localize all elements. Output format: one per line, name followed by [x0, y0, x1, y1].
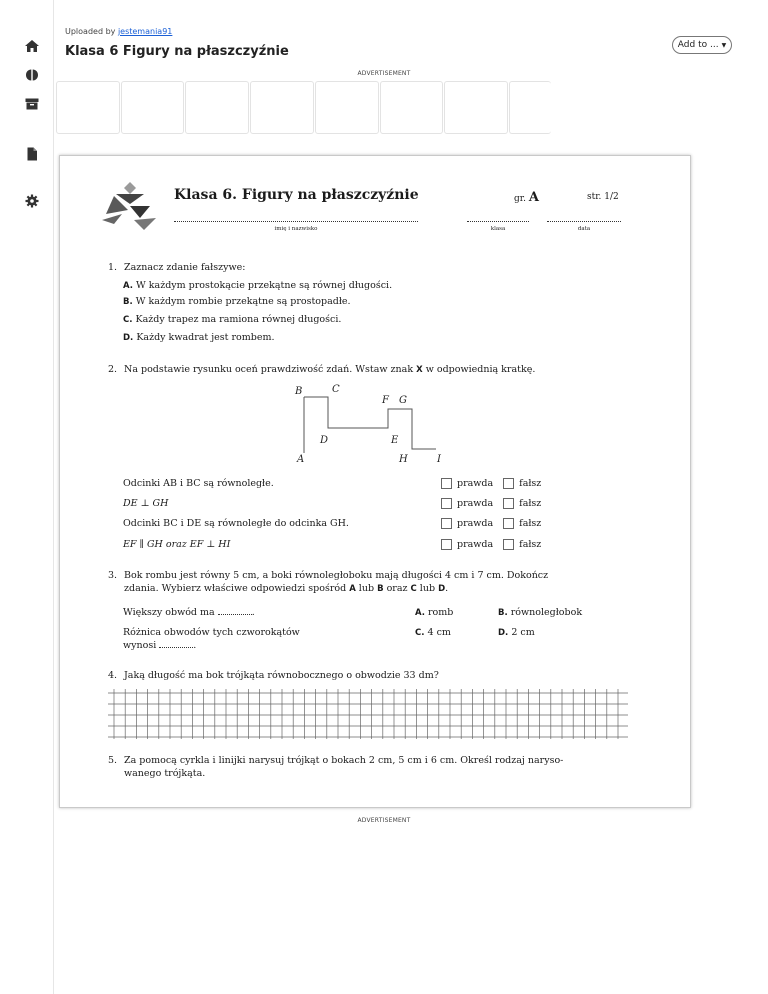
option-text: 4 cm	[427, 627, 451, 638]
q1-option-d	[123, 331, 275, 345]
question-text: Na podstawie rysunku oceń prawdziwość zdań. Wstaw znak	[124, 364, 417, 375]
point-label: G	[399, 395, 407, 406]
option-letter: D.	[498, 628, 509, 638]
left-sidebar	[0, 0, 54, 994]
q1-option-a	[123, 279, 392, 293]
true-checkbox[interactable]	[441, 478, 452, 489]
false-checkbox[interactable]	[503, 478, 514, 489]
option-letter: C.	[123, 315, 133, 325]
q3-option-c	[415, 626, 451, 640]
uploaded-by-label: Uploaded by	[65, 27, 118, 36]
true-label: prawda	[457, 478, 494, 489]
page-title: Klasa 6 Figury na płaszczyźnie	[65, 44, 289, 59]
ad-tile[interactable]	[56, 81, 120, 134]
advertisement-label-bottom: ADVERTISEMENT	[357, 817, 411, 824]
false-checkbox[interactable]	[503, 539, 514, 550]
broken-line-figure	[278, 381, 468, 463]
option-letter: B.	[123, 297, 133, 307]
option-letter: C.	[415, 628, 425, 638]
add-to-label: Add to ...	[677, 40, 719, 50]
q2-answer-4	[441, 539, 541, 550]
q1-option-c	[123, 313, 341, 327]
worksheet-logo	[100, 180, 158, 230]
worksheet-title: Klasa 6. Figury na płaszczyźnie	[174, 187, 419, 203]
sentence-text: Większy obwód ma	[123, 607, 215, 618]
ad-tile[interactable]	[121, 81, 185, 134]
option-text: W każdym rombie przekątne są prostopadłe.	[135, 296, 351, 307]
point-label: I	[437, 454, 441, 463]
option-text: Każdy trapez ma ramiona równej długości.	[135, 314, 342, 325]
document-icon[interactable]	[24, 146, 40, 162]
question-text: Jaką długość ma bok trójkąta równobocznego o obwodzie 33 dm?	[124, 670, 439, 681]
point-label: D	[320, 435, 329, 446]
ad-tile[interactable]	[250, 81, 314, 134]
question-1	[108, 261, 246, 274]
answer-blank[interactable]	[218, 606, 252, 615]
true-label: prawda	[457, 518, 494, 529]
advertisement-banner[interactable]	[56, 81, 552, 134]
sentence-text-line-2: wynosi	[123, 640, 157, 651]
q3-option-b	[498, 606, 582, 620]
group-letter: A	[528, 190, 539, 205]
class-field-line	[467, 216, 529, 222]
ad-tile[interactable]	[185, 81, 249, 134]
option-letter: D.	[123, 333, 134, 343]
ad-tile[interactable]	[380, 81, 444, 134]
question-number: 2.	[108, 364, 118, 375]
advertisement-label-top: ADVERTISEMENT	[357, 70, 411, 77]
q3-sentence-1: Większy obwód ma .	[123, 607, 255, 618]
false-label: fałsz	[519, 539, 542, 550]
uploader-link[interactable]: jestemania91	[117, 27, 173, 36]
true-checkbox[interactable]	[441, 518, 452, 529]
home-icon[interactable]	[24, 38, 40, 54]
option-text: romb	[428, 607, 454, 618]
question-text-line-1: Za pomocą cyrkla i linijki narysuj trójkąt o bokach 2 cm, 5 cm i 6 cm. Określ rodzaj naryso-	[124, 755, 564, 766]
add-to-button[interactable]	[672, 36, 732, 54]
question-mark-x: X	[416, 365, 423, 375]
option-letter: A.	[123, 281, 133, 291]
question-text-line-1: Bok rombu jest równy 5 cm, a boki równoległoboku mają długości 4 cm i 7 cm. Dokończ	[124, 570, 549, 581]
sentence-text-line-1: Różnica obwodów tych czworokątów	[123, 627, 300, 638]
uploaded-by	[65, 27, 172, 36]
false-label: fałsz	[519, 478, 542, 489]
worksheet-page-number: str. 1/2	[587, 192, 619, 202]
name-field-caption: imię i nazwisko	[274, 226, 318, 232]
worksheet-page	[59, 155, 691, 808]
question-text: Zaznacz zdanie fałszywe:	[124, 262, 246, 273]
q3-sentence-2: Różnica obwodów tych czworokątów wynosi .	[123, 627, 300, 651]
point-label: H	[399, 454, 408, 463]
question-number: 1.	[108, 262, 118, 273]
q1-option-b	[123, 295, 351, 309]
q2-answer-3	[441, 518, 541, 529]
question-number: 3.	[108, 570, 118, 581]
option-text: Każdy kwadrat jest rombem.	[136, 332, 275, 343]
point-label: E	[391, 435, 399, 446]
option-text: W każdym prostokącie przekątne są równej długości.	[136, 280, 393, 291]
name-field-line	[174, 216, 418, 222]
gear-icon[interactable]	[24, 193, 40, 209]
false-checkbox[interactable]	[503, 498, 514, 509]
question-4	[108, 669, 439, 682]
option-text: równoległobok	[510, 607, 583, 618]
true-checkbox[interactable]	[441, 498, 452, 509]
date-field-caption: data	[577, 226, 591, 232]
point-label: B	[295, 386, 303, 397]
false-label: fałsz	[519, 498, 542, 509]
date-field-line	[547, 216, 621, 222]
question-5	[108, 754, 634, 780]
option-letter: A.	[415, 608, 425, 618]
true-checkbox[interactable]	[441, 539, 452, 550]
chevron-down-icon: ▼	[721, 41, 727, 49]
q2-statement-2: DE ⊥ GH	[123, 498, 169, 509]
question-number: 5.	[108, 755, 118, 766]
q2-statement-1: Odcinki AB i BC są równoległe.	[123, 478, 274, 489]
answer-blank[interactable]	[159, 639, 193, 648]
question-text-line-2: zdania. Wybierz właściwe odpowiedzi spośród A lub B oraz C lub D.	[124, 583, 449, 594]
ad-tile[interactable]	[444, 81, 508, 134]
worksheet-group	[514, 190, 539, 205]
question-2	[108, 363, 536, 377]
q3-option-a	[415, 606, 453, 620]
q2-statement-4: EF ∥ GH oraz EF ⊥ HI	[123, 539, 231, 550]
point-label: F	[382, 395, 389, 406]
point-label: A	[297, 454, 305, 463]
group-prefix: gr.	[514, 194, 526, 204]
false-label: fałsz	[519, 518, 542, 529]
option-letter: B.	[498, 608, 508, 618]
question-text-line-2: wanego trójkąta.	[124, 768, 206, 779]
true-label: prawda	[457, 498, 494, 509]
false-checkbox[interactable]	[503, 518, 514, 529]
q3-option-d	[498, 626, 535, 640]
archive-icon[interactable]	[24, 96, 40, 112]
point-label: C	[332, 384, 340, 395]
option-text: 2 cm	[511, 627, 535, 638]
true-label: prawda	[457, 539, 494, 550]
ad-tile[interactable]	[315, 81, 379, 134]
ad-tile[interactable]	[509, 81, 551, 134]
q2-answer-1	[441, 478, 541, 489]
q2-statement-3: Odcinki BC i DE są równoległe do odcinka GH.	[123, 518, 349, 529]
class-field-caption: klasa	[490, 226, 506, 232]
question-3	[108, 569, 634, 596]
answer-grid[interactable]	[108, 689, 628, 739]
question-number: 4.	[108, 670, 118, 681]
q2-answer-2	[441, 498, 541, 509]
question-text-end: w odpowiednią kratkę.	[422, 364, 536, 375]
